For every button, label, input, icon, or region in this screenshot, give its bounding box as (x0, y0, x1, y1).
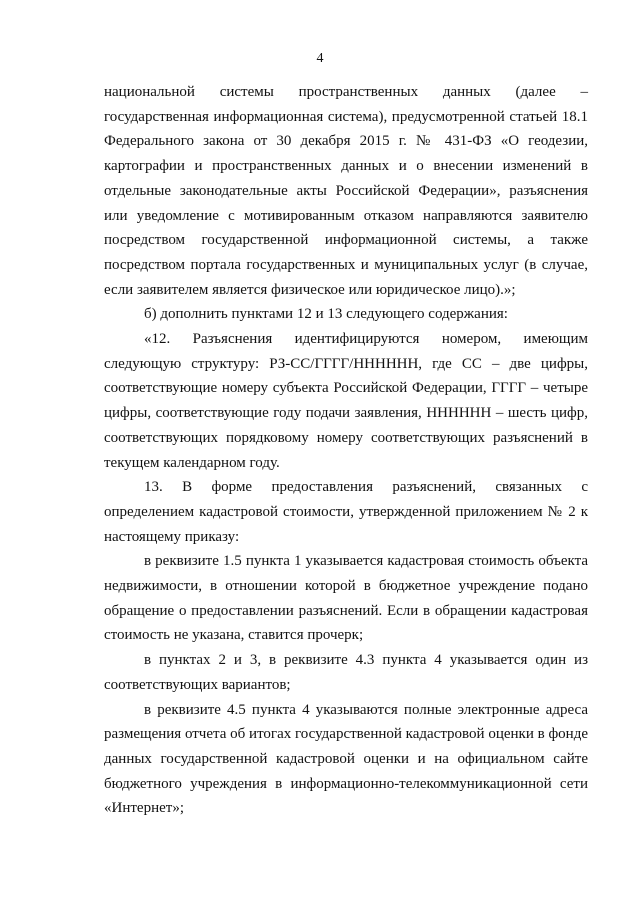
document-body (104, 80, 588, 821)
paragraph-item-13: 13. В форме предоставления разъяснений, связанных с определением кадастровой стоимости, утвержденной приложением № 2 к настоящему приказу: (104, 479, 588, 545)
paragraph-items-2-3: в пунктах 2 и 3, в реквизите 4.3 пункта 4 указывается один из соответствующих вариантов; (104, 652, 588, 693)
paragraph-item-12: «12. Разъяснения идентифицируются номером, имеющим следующую структуру: РЗ-СС/ГГГГ/НННННН, где СС – две цифры, соответствующие номеру субъекта Российской Федерации, ГГГГ – четыре цифры, соответствующие году подачи заявления, НННННН – шесть цифр, соответствующих порядковому номеру соответствующих разъяснений в текущем календарном году. (104, 331, 588, 471)
paragraph-requisite-1-5: в реквизите 1.5 пункта 1 указывается кадастровая стоимость объекта недвижимости, в отношении которой в бюджетное учреждение подано обращение о предоставлении разъяснений. Если в обращении кадастровая стоимость не указана, ставится прочерк; (104, 553, 588, 644)
paragraph-continuation: национальной системы пространственных данных (далее – государственная информационная система), предусмотренной статьей 18.1 Федерального закона от 30 декабря 2015 г. № 431-ФЗ «О геодезии, картографии и пространственных данных и о внесении изменений в отдельные законодательные акты Российской Федерации», разъяснения или уведомление с мотивированным отказом направляются заявителю посредством государственной информационной системы, а также посредством портала государственных и муниципальных услуг (в случае, если заявителем является физическое или юридическое лицо).»; (104, 84, 588, 298)
page-number: 4 (316, 51, 324, 66)
paragraph-subitem-b: б) дополнить пунктами 12 и 13 следующего содержания: (144, 306, 508, 323)
paragraph-requisite-4-5: в реквизите 4.5 пункта 4 указываются полные электронные адреса размещения отчета об итогах государственной кадастровой оценки в фонде данных государственной кадастровой оценки и на официальном сайте бюджетного учреждения в информационно-телекоммуникационной сети «Интернет»; (104, 701, 588, 817)
